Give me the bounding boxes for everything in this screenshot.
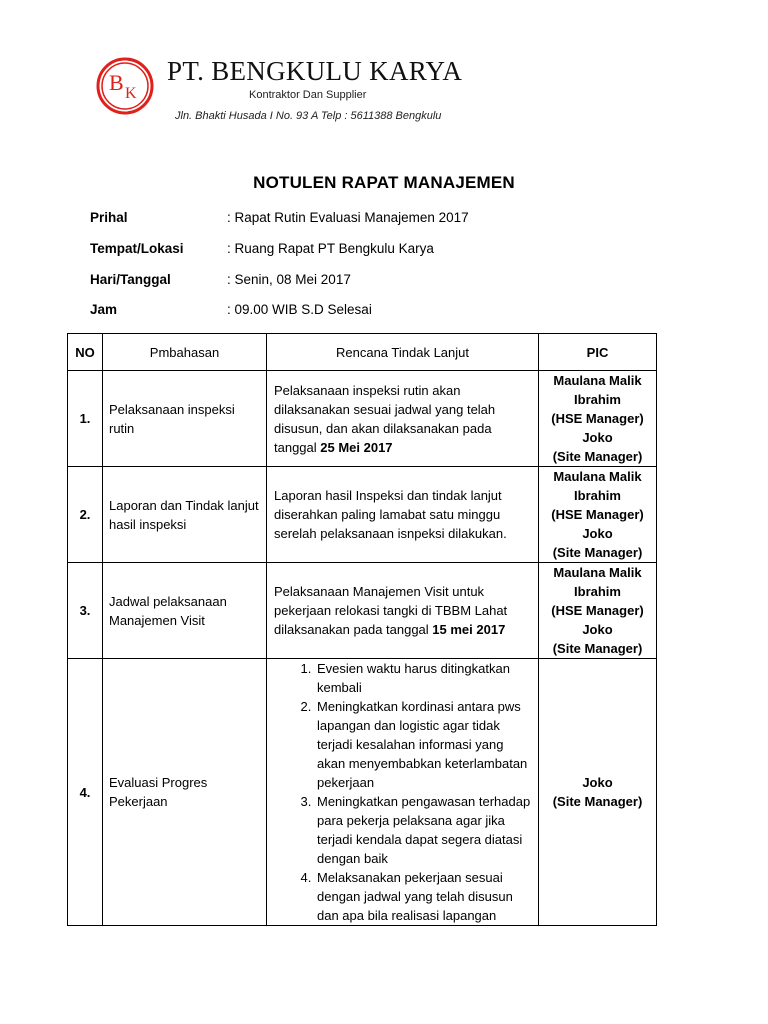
info-value: : Ruang Rapat PT Bengkulu Karya — [227, 241, 434, 256]
pic-line: Joko — [582, 526, 613, 541]
info-value: : 09.00 WIB S.D Selesai — [227, 302, 372, 317]
header-pembahasan: Pmbahasan — [103, 334, 267, 371]
bk-logo-icon — [96, 57, 154, 115]
plan-text: Laporan hasil Inspeksi dan tindak lanjut diserahkan paling lamabat satu minggu serelah pelaksanaan isnpeksi dilakukan. — [274, 488, 507, 541]
company-name: PT. BENGKULU KARYA — [167, 56, 463, 86]
header-no: NO — [68, 334, 103, 371]
pic-line: (Site Manager) — [552, 449, 643, 464]
row-plan — [267, 659, 539, 926]
pic-line: Ibrahim — [574, 488, 621, 503]
plan-steps-list — [267, 659, 532, 925]
pic-line: Joko — [582, 622, 613, 637]
plan-step: 3. Meningkatkan pengawasan terhadap para pekerja pelaksana agar jika terjadi kendala dapat segera diatasi dengan baik — [315, 792, 532, 868]
pic-line: Ibrahim — [574, 392, 621, 407]
company-logo — [96, 57, 154, 115]
pic-line: Joko — [582, 430, 613, 445]
pic-line: (HSE Manager) — [551, 603, 644, 618]
pic-line: (Site Manager) — [552, 641, 643, 656]
row-topic: Jadwal pelaksanaan Manajemen Visit — [103, 563, 267, 659]
pic-line: Maulana Malik — [553, 373, 642, 388]
header-pic: PIC — [539, 334, 657, 371]
row-number: 3. — [68, 563, 103, 659]
info-label: Prihal — [90, 210, 128, 225]
table-row — [68, 563, 657, 659]
plan-step: 1. Evesien waktu harus ditingkatkan kembali — [315, 659, 532, 697]
info-label: Tempat/Lokasi — [90, 241, 184, 256]
row-topic: Laporan dan Tindak lanjut hasil inspeksi — [103, 467, 267, 563]
plan-text: Pelaksanaan inspeksi rutin akan dilaksanakan sesuai jadwal yang telah disusun, dan akan dilaksanakan pada tanggal — [274, 382, 496, 455]
svg-text:K: K — [125, 85, 137, 102]
pic-line: Joko — [582, 775, 613, 790]
pic-line: (HSE Manager) — [551, 507, 644, 522]
letterhead — [96, 54, 556, 134]
table-row — [68, 467, 657, 563]
row-number: 4. — [68, 659, 103, 926]
info-label: Jam — [90, 302, 118, 317]
pic-line: (Site Manager) — [552, 545, 643, 560]
pic-line: (HSE Manager) — [551, 411, 644, 426]
company-tagline: Kontraktor Dan Supplier — [249, 89, 367, 101]
info-value: : Rapat Rutin Evaluasi Manajemen 2017 — [227, 210, 469, 225]
row-pic — [539, 659, 657, 926]
row-plan — [267, 371, 539, 467]
row-topic: Evaluasi Progres Pekerjaan — [103, 659, 267, 926]
info-label: Hari/Tanggal — [90, 272, 171, 287]
plan-text: Pelaksanaan Manajemen Visit untuk pekerjaan relokasi tangki di TBBM Lahat dilaksanakan pada tanggal — [274, 584, 508, 637]
row-number: 1. — [68, 371, 103, 467]
header-rencana: Rencana Tindak Lanjut — [267, 334, 539, 371]
plan-date: 25 Mei 2017 — [320, 439, 393, 455]
table-row — [68, 659, 657, 926]
pic-line: Ibrahim — [574, 584, 621, 599]
plan-step: 4. Melaksanakan pekerjaan sesuai dengan jadwal yang telah disusun dan apa bila realisasi lapangan — [315, 868, 532, 925]
row-pic — [539, 371, 657, 467]
table-header-row — [68, 334, 657, 371]
row-pic — [539, 467, 657, 563]
svg-text:B: B — [109, 70, 124, 95]
row-number: 2. — [68, 467, 103, 563]
plan-step: 2. Meningkatkan kordinasi antara pws lapangan dan logistic agar tidak terjadi kesalahan informasi yang akan menyembabkan keterlambatan pekerjaan — [315, 697, 532, 792]
pic-line: Maulana Malik — [553, 469, 642, 484]
row-plan — [267, 467, 539, 563]
company-address: Jln. Bhakti Husada I No. 93 A Telp : 5611388 Bengkulu — [175, 110, 442, 122]
document-title: NOTULEN RAPAT MANAJEMEN — [253, 173, 515, 192]
info-value: : Senin, 08 Mei 2017 — [227, 272, 351, 287]
pic-line: Maulana Malik — [553, 565, 642, 580]
plan-date: 15 mei 2017 — [432, 622, 506, 637]
table-row — [68, 371, 657, 467]
row-pic — [539, 563, 657, 659]
row-plan — [267, 563, 539, 659]
minutes-table — [67, 333, 657, 926]
row-topic: Pelaksanaan inspeksi rutin — [103, 371, 267, 467]
pic-line: (Site Manager) — [552, 794, 643, 809]
